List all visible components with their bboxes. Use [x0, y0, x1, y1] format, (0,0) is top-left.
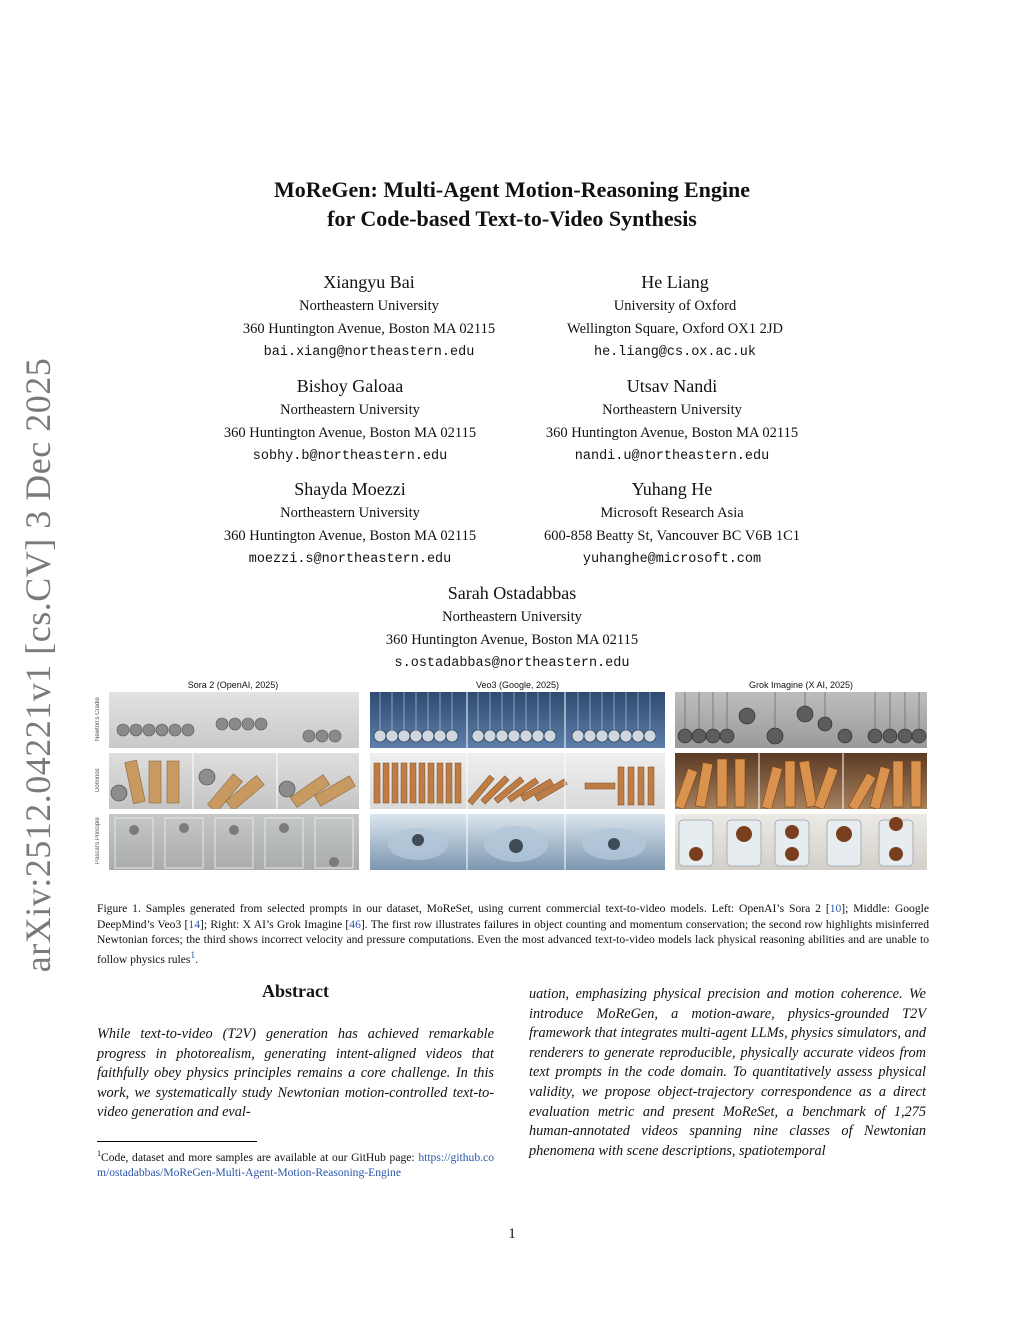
author-block	[462, 478, 882, 571]
author-email[interactable]: yuhanghe@microsoft.com	[582, 552, 762, 567]
caption-text: ]; Right: X AI’s Grok Imagine [	[200, 917, 350, 931]
author-address: 360 Huntington Avenue, Boston MA 02115	[242, 321, 496, 337]
caption-text: ]; Middle: Google DeepMind’s Veo3 [	[97, 902, 929, 931]
title-line-1: MoReGen: Multi-Agent Motion-Reasoning Engine	[273, 177, 751, 202]
grok-dominos-panel	[675, 753, 927, 809]
cradle-balls-image	[109, 692, 359, 748]
caption-text: Figure 1. Samples generated from selected prompts in our dataset, MoReSet, using current commercial text-to-video models. Left: OpenAI’s Sora 2 [	[97, 902, 830, 915]
footnote-text: Code, dataset and more samples are available at our GitHub page:	[101, 1150, 419, 1164]
arxiv-stamp: arXiv:2512.04221v1 [cs.CV] 3 Dec 2025	[18, 357, 58, 973]
veo-pascal-panel	[370, 814, 665, 870]
author-block	[462, 375, 882, 468]
author-address: 360 Huntington Avenue, Boston MA 02115	[223, 528, 477, 544]
author-address: 360 Huntington Avenue, Boston MA 02115	[385, 632, 639, 648]
caption-text: .	[195, 952, 199, 966]
sora-pascal-panel	[109, 814, 359, 870]
author-email[interactable]: nandi.u@northeastern.edu	[574, 449, 770, 464]
paper-title	[0, 175, 1024, 233]
footnote-rule	[97, 1141, 257, 1142]
author-email[interactable]: s.ostadabbas@northeastern.edu	[394, 656, 630, 671]
cradle-frames-image	[370, 692, 665, 748]
author-affiliation: Northeastern University	[299, 298, 439, 314]
title-line-2: for Code-based Text-to-Video Synthesis	[327, 206, 697, 231]
author-address: 600-858 Beatty St, Vancouver BC V6B 1C1	[543, 528, 801, 544]
figure-caption	[97, 901, 929, 967]
citation-link[interactable]: 10	[829, 902, 842, 915]
author-address: 360 Huntington Avenue, Boston MA 02115	[223, 425, 477, 441]
citation-link[interactable]: 46	[349, 917, 361, 931]
column-label: Grok Imagine (X AI, 2025)	[748, 680, 854, 690]
abstract-text-left: While text-to-video (T2V) generation has achieved remarkable progress in photorealism, generating intent-aligned videos that faithfully obey physics principles remains a core challenge. In this work, we systematically study Newtonian motion-controlled text-to-video generation and eval-	[97, 1026, 494, 1121]
grok-cradle-panel	[675, 692, 927, 748]
author-affiliation: University of Oxford	[613, 298, 737, 314]
sora-dominos-panel	[109, 753, 359, 809]
author-name: Utsav Nandi	[626, 376, 718, 396]
author-affiliation: Northeastern University	[280, 505, 420, 521]
footnote-mark: 1	[97, 1149, 101, 1158]
sora-cradle-panel	[109, 692, 359, 748]
figure-1	[97, 680, 929, 872]
pascal-image	[370, 814, 665, 870]
author-name: Sarah Ostadabbas	[447, 583, 577, 603]
caption-text: ]. The first row illustrates failures in object counting and momentum conservation; the second row highlights misinferred Newtonian forces; the third shows incorrect velocity and pressure computations. Even the most advanced text-to-video models lack physical reasoning abilities and are unable to follow physics rules	[97, 917, 929, 966]
footnote	[97, 1146, 494, 1181]
author-address: Wellington Square, Oxford OX1 2JD	[567, 321, 783, 337]
author-block	[302, 582, 722, 675]
author-name: Xiangyu Bai	[323, 272, 415, 292]
author-name: Yuhang He	[631, 479, 713, 499]
pascal-image	[675, 814, 927, 870]
abstract-text-right: uation, emphasizing physical precision and motion coherence. We introduce MoReGen, a motion-aware, physics-grounded T2V framework that integrates multi-agent LLMs, physics simulators, and renderers to generate reproducible, physically accurate videos from text prompts in the code domain. To quantitatively assess physical validity, we propose object-trajectory correspondence as a direct evaluation metric and present MoReSet, a benchmark of 1,275 human-annotated videos spanning nine classes of Newtonian phenomena with scene descriptions, spatiotemporal	[529, 986, 926, 1159]
row-label: Newton's Cradle	[95, 697, 101, 741]
abstract-heading: Abstract	[262, 981, 329, 1001]
pascal-image	[109, 814, 359, 870]
github-link[interactable]: https://github.com/ostadabbas/MoReGen-Multi-Agent-Motion-Reasoning-Engine	[97, 1150, 494, 1180]
dominos-image	[675, 753, 927, 809]
veo-cradle-panel	[370, 692, 665, 748]
author-name: Bishoy Galoaa	[296, 376, 404, 396]
row-label: Dominos	[95, 768, 101, 792]
author-affiliation: Microsoft Research Asia	[600, 505, 744, 521]
author-affiliation: Northeastern University	[602, 402, 742, 418]
page-number: 1	[508, 1226, 516, 1242]
author-email[interactable]: he.liang@cs.ox.ac.uk	[593, 345, 757, 360]
author-email[interactable]: bai.xiang@northeastern.edu	[263, 345, 475, 360]
author-affiliation: Northeastern University	[442, 609, 582, 625]
author-name: Shayda Moezzi	[294, 479, 406, 499]
dominos-image	[109, 753, 359, 809]
column-label: Sora 2 (OpenAI, 2025)	[187, 680, 279, 690]
row-label: Pascal's Principle	[95, 817, 101, 865]
author-affiliation: Northeastern University	[280, 402, 420, 418]
author-email[interactable]: sobhy.b@northeastern.edu	[252, 449, 448, 464]
author-name: He Liang	[641, 272, 709, 292]
cradle-frames-image	[675, 692, 927, 748]
column-label: Veo3 (Google, 2025)	[475, 680, 560, 690]
veo-dominos-panel	[370, 753, 665, 809]
author-block	[465, 271, 885, 364]
citation-link[interactable]: 14	[188, 917, 200, 931]
grok-pascal-panel	[675, 814, 927, 870]
dominos-image	[370, 753, 665, 809]
author-address: 360 Huntington Avenue, Boston MA 02115	[545, 425, 799, 441]
footnote-ref-link[interactable]: 1	[190, 949, 196, 961]
author-email[interactable]: moezzi.s@northeastern.edu	[248, 552, 452, 567]
